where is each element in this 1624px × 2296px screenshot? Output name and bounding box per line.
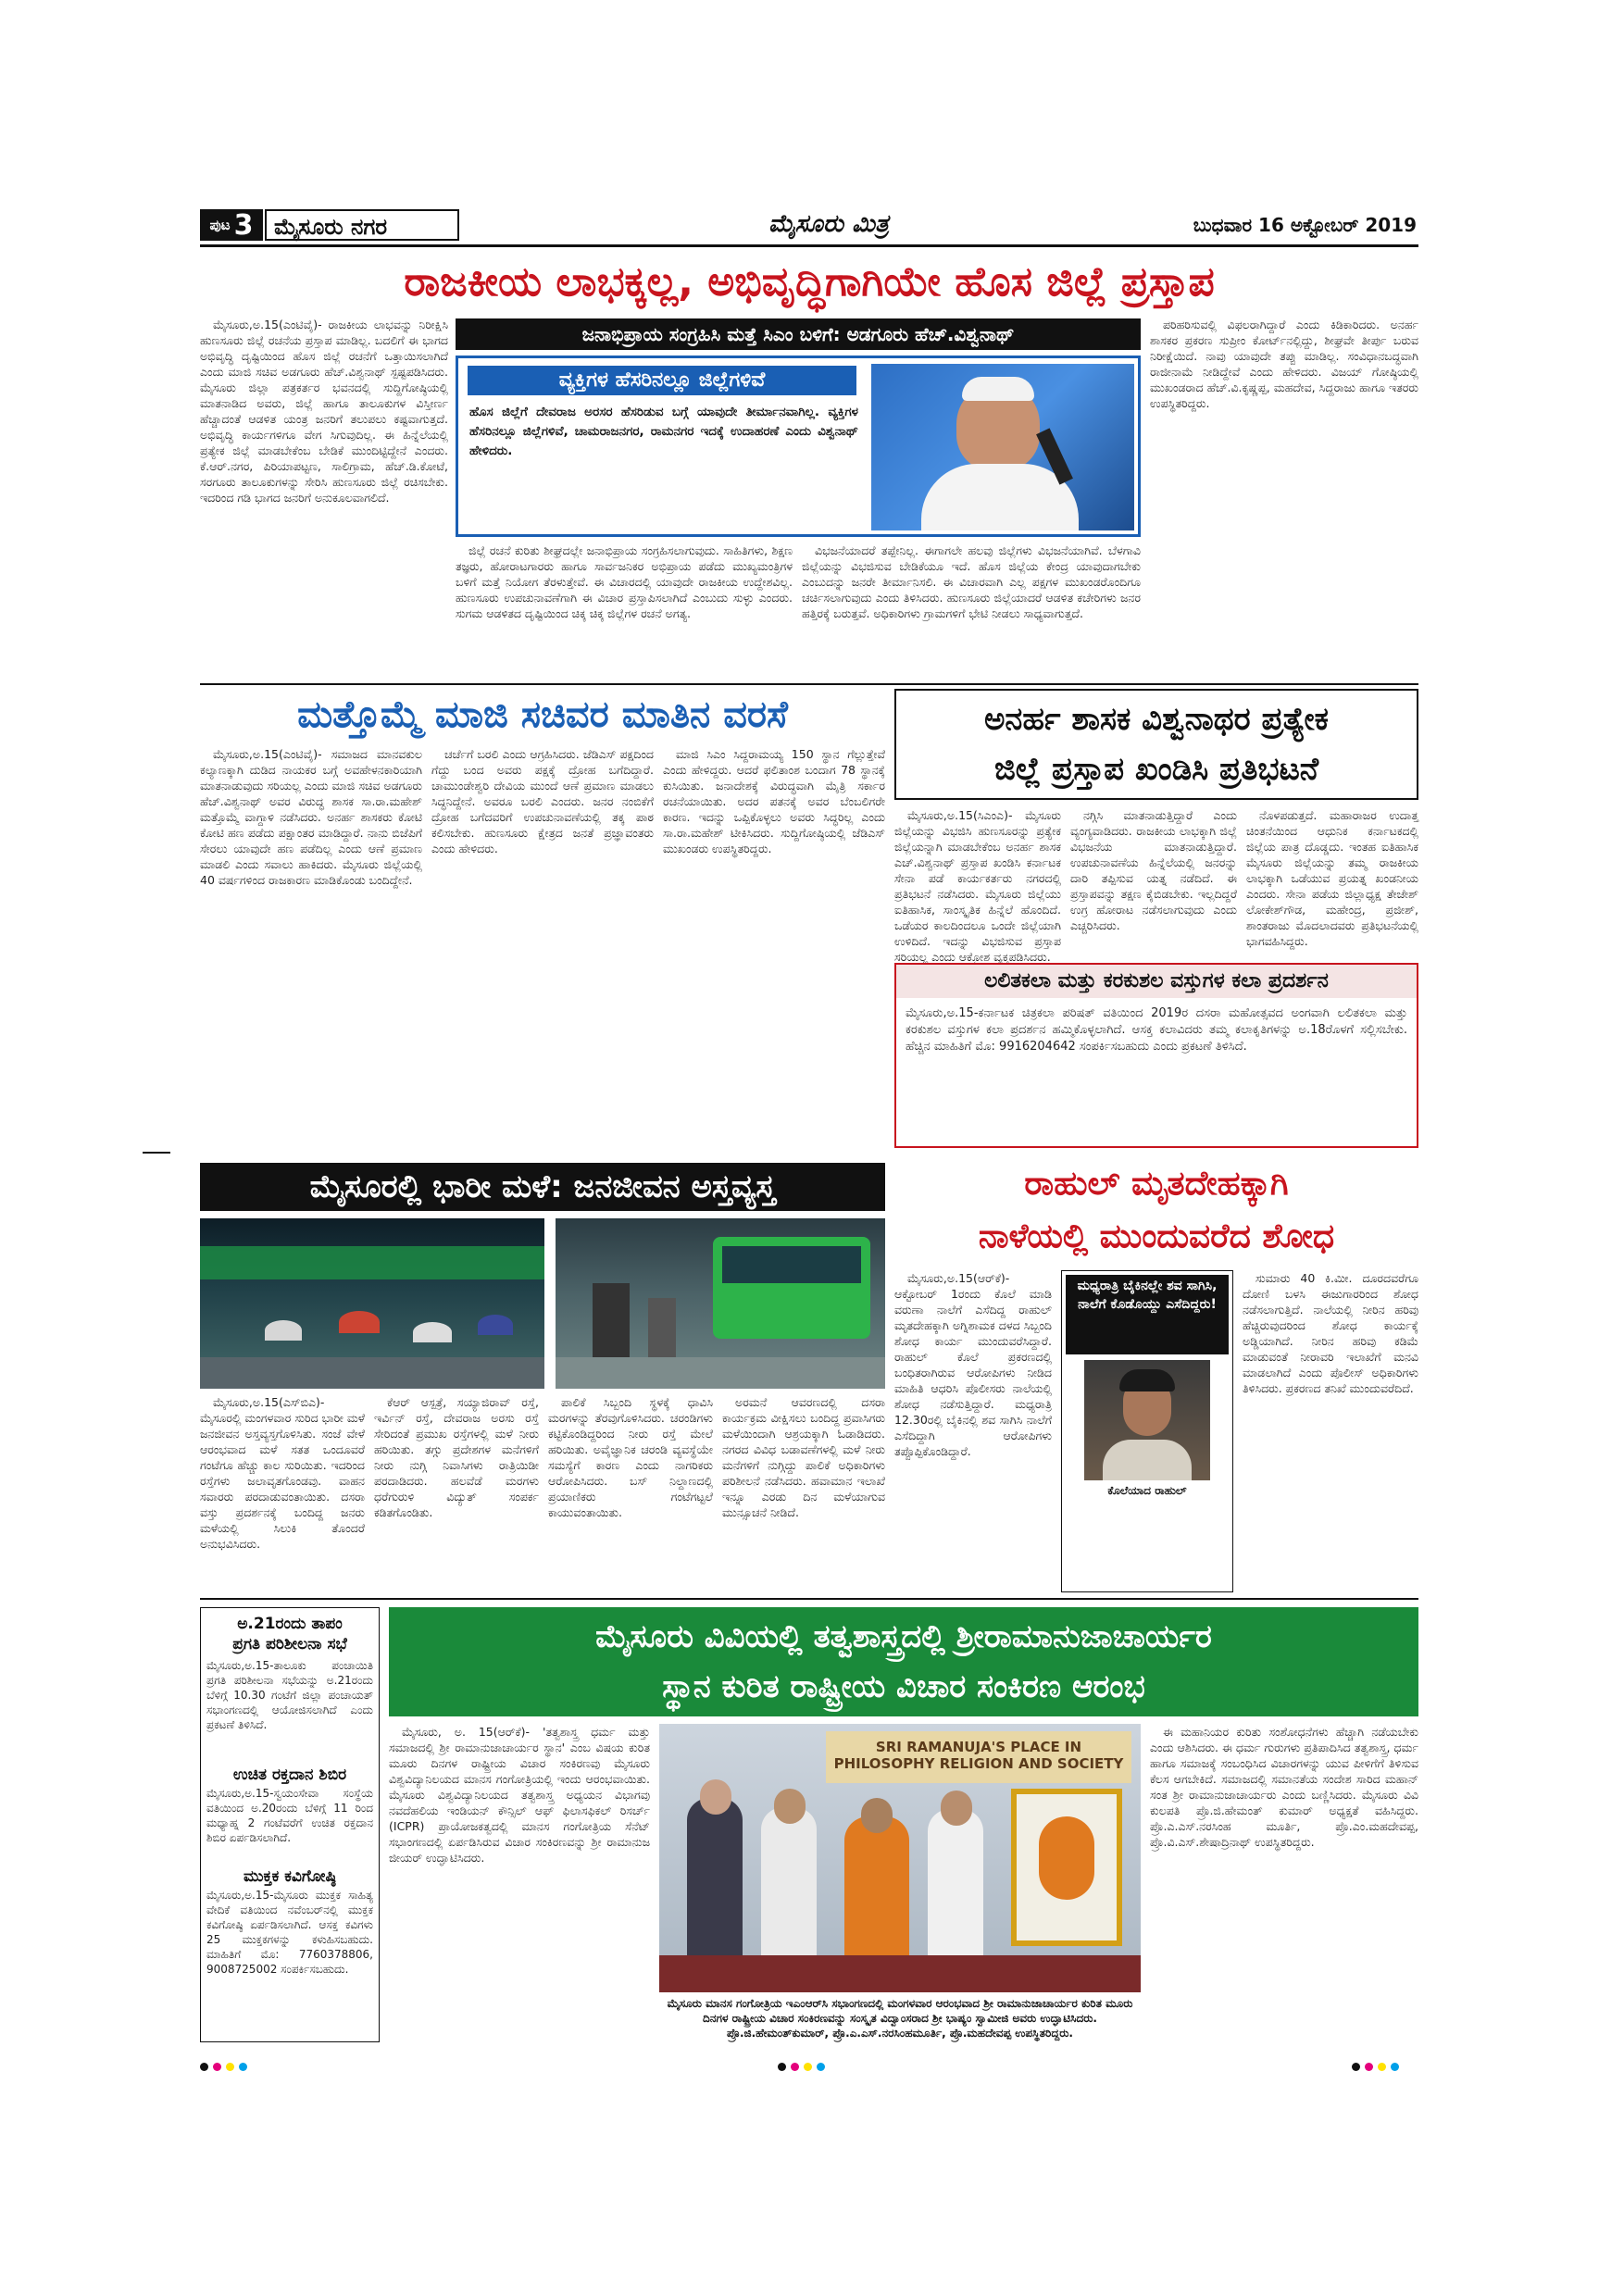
rahul-col1-text: ಮೈಸೂರು,ಅ.15(ಆರ್‌ಕೆ)- ಆಕ್ಟೋಬರ್ 1ರಂದು ಕೊಲೆ ಮಾಡಿ ವರುಣಾ ನಾಲೆಗೆ ಎಸೆದಿದ್ದ ರಾಹುಲ್ ಮೃತದೇಹಕ್ಕಾಗಿ ಅಗ್ನಿಶಾಮಕ ದಳದ ಸಿಬ್ಬಂದಿ ಶೋಧ ಕಾರ್ಯ ಮುಂದುವರೆಸಿದ್ದಾರೆ. ರಾಹುಲ್ ಕೊಲೆ ಪ್ರಕರಣದಲ್ಲಿ ಬಂಧಿತರಾಗಿರುವ ಆರೋಪಿಗಳು ನೀಡಿದ ಮಾಹಿತಿ ಆಧರಿಸಿ ಪೊಲೀಸರು ನಾಲೆಯಲ್ಲಿ ಶೋಧ ನಡೆಸುತ್ತಿದ್ದಾರೆ. ಮಧ್ಯರಾತ್ರಿ 12.30ರಲ್ಲಿ ಬೈಕಿನಲ್ಲಿ ಶವ ಸಾಗಿಸಿ ನಾಲೆಗೆ ಎಸೆದಿದ್ದಾಗಿ ಆರೋಪಿಗಳು ತಪ್ಪೊಪ್ಪಿಕೊಂಡಿದ್ದಾರೆ. (894, 1271, 1052, 1458)
lead-col4-text: ಪರಿಹರಿಸುವಲ್ಲಿ ವಿಫಲರಾಗಿದ್ದಾರೆ ಎಂದು ಕಿಡಿಕಾರಿದರು. ಅನರ್ಹ ಶಾಸಕರ ಪ್ರಕರಣ ಸುಪ್ರೀಂ ಕೋರ್ಟ್‌ನಲ್ಲಿದ್ದು, ಶೀಘ್ರವೇ ತೀರ್ಪು ಬರುವ ನಿರೀಕ್ಷೆಯಿದೆ. ನಾವು ಯಾವುದೇ ತಪ್ಪು ಮಾಡಿಲ್ಲ. ಸಂವಿಧಾನಬದ್ಧವಾಗಿ ರಾಜೀನಾಮೆ ನೀಡಿದ್ದೇವೆ ಎಂದು ಹೇಳಿದರು. ವಿಜಯ್ ಗೋಷ್ಠಿಯಲ್ಲಿ ಮುಖಂಡರಾದ ಹೆಚ್.ವಿ.ಕೃಷ್ಣಪ್ಪ, ಮಹದೇವ, ಸಿದ್ದರಾಜು ಹಾಗೂ ಇತರರು ಉಪಸ್ಥಿತರಿದ್ದರು. (1150, 318, 1418, 410)
registration-dots-left (200, 2057, 274, 2068)
lead-column-1 (200, 317, 448, 678)
sidebar-briefs (200, 1607, 380, 2042)
rain-photo-1 (200, 1218, 544, 1389)
rahul-col2-text: ಸುಮಾರು 40 ಕಿ.ಮೀ. ದೂರದವರೆಗೂ ದೋಣಿ ಬಳಸಿ ಈಜುಗಾರರಿಂದ ಶೋಧ ನಡೆಸಲಾಗುತ್ತಿದೆ. ನಾಲೆಯಲ್ಲಿ ನೀರಿನ ಹರಿವು ಹೆಚ್ಚಿರುವುದರಿಂದ ಶೋಧ ಕಾರ್ಯಕ್ಕೆ ಅಡ್ಡಿಯಾಗಿದೆ. ನೀರಿನ ಹರಿವು ಕಡಿಮೆ ಮಾಡುವಂತೆ ನೀರಾವರಿ ಇಲಾಖೆಗೆ ಮನವಿ ಮಾಡಲಾಗಿದೆ ಎಂದು ಪೊಲೀಸ್ ಅಧಿಕಾರಿಗಳು ತಿಳಿಸಿದರು. ಪ್ರಕರಣದ ತನಿಖೆ ಮುಂದುವರೆದಿದೆ. (1243, 1271, 1418, 1395)
lead-bottom-rule (200, 683, 1418, 685)
story3-headline-line1: ಅನರ್ಹ ಶಾಸಕ ವಿಶ್ವನಾಥರ ಪ್ರತ್ಯೇಕ (984, 701, 1329, 738)
section-name: ಮೈಸೂರು ನಗರ (265, 209, 459, 241)
seminar-col2-text: ಈ ಮಹಾನಿಯರ ಕುರಿತು ಸಂಶೋಧನೆಗಳು ಹೆಚ್ಚಾಗಿ ನಡೆಯಬೇಕು ಎಂದು ಆಶಿಸಿದರು. ಈ ಧರ್ಮ ಗುರುಗಳು ಪ್ರತಿಪಾದಿಸಿದ ತತ್ವಶಾಸ್ತ್ರ, ಧರ್ಮ ಹಾಗೂ ಸಮಾಜಕ್ಕೆ ಸಂಬಂಧಿಸಿದ ವಿಚಾರಗಳನ್ನು ಯುವ ಪೀಳಿಗೆಗೆ ತಿಳಿಸುವ ಕೆಲಸ ಆಗಬೇಕಿದೆ. ಸಮಾಜದಲ್ಲಿ ಸಮಾನತೆಯ ಸಂದೇಶ ಸಾರಿದ ಮಹಾನ್ ಸಂತ ಶ್ರೀ ರಾಮಾನುಜಾಚಾರ್ಯರು ಎಂದು ಬಣ್ಣಿಸಿದರು. ಮೈಸೂರು ವಿವಿ ಕುಲಪತಿ ಪ್ರೊ.ಜಿ.ಹೇಮಂತ್ ಕುಮಾರ್ ಅಧ್ಯಕ್ಷತೆ ವಹಿಸಿದ್ದರು. ಪ್ರೊ.ಎ.ಎಸ್.ನರಸಿಂಹ ಮೂರ್ತಿ, ಪ್ರೊ.ಎಂ.ಮಹದೇವಪ್ಪ, ಪ್ರೊ.ವಿ.ಎಸ್.ಶೇಷಾದ್ರಿನಾಥ್ ಉಪಸ್ಥಿತರಿದ್ದರು. (1150, 1725, 1418, 1849)
story3-headline-box (894, 689, 1418, 800)
rain-column-3 (548, 1394, 713, 1592)
brief1-title-line1: ಅ.21ರಂದು ತಾಪಂ (237, 1615, 343, 1633)
lead-subhead: ಜನಾಭಿಪ್ರಾಯ ಸಂಗ್ರಹಿಸಿ ಮತ್ತೆ ಸಿಎಂ ಬಳಿಗೆ: ಅಡಗೂರು ಹೆಚ್.ವಿಶ್ವನಾಥ್ (456, 318, 1141, 350)
rain-column-4 (722, 1394, 885, 1592)
issue-date: ಬುಧವಾರ 16 ಅಕ್ಟೋಬರ್ 2019 (1193, 214, 1417, 236)
story2-col2-text: ಚರ್ಚೆಗೆ ಬರಲಿ ಎಂದು ಆಗ್ರಹಿಸಿದರು. ಜೆಡಿಎಸ್ ಪಕ್ಷದಿಂದ ಗೆದ್ದು ಬಂದ ಅವರು ಪಕ್ಷಕ್ಕೆ ದ್ರೋಹ ಬಗೆದಿದ್ದಾರೆ. ಚಾಮುಂಡೇಶ್ವರಿ ದೇವಿಯ ಮುಂದೆ ಆಣೆ ಪ್ರಮಾಣ ಮಾಡಲು ಸಿದ್ಧನಿದ್ದೇನೆ. ಅವರೂ ಬರಲಿ ಎಂದರು. ಜನರ ನಂಬಿಕೆಗೆ ದ್ರೋಹ ಬಗೆದವರಿಗೆ ಉಪಚುನಾವಣೆಯಲ್ಲಿ ತಕ್ಕ ಪಾಠ ಕಲಿಸಬೇಕು. ಹುಣಸೂರು ಕ್ಷೇತ್ರದ ಜನತೆ ಪ್ರಜ್ಞಾವಂತರು ಎಂದು ಹೇಳಿದರು. (431, 747, 654, 855)
rahul-column-2 (1243, 1270, 1418, 1592)
seminar-banner: SRI RAMANUJA'S PLACE IN PHILOSOPHY RELIGION AND SOCIETY (826, 1731, 1131, 1783)
rahul-headline-line1: ರಾಹುಲ್ ಮೃತದೇಹಕ್ಕಾಗಿ (1024, 1165, 1289, 1203)
rain-col4-text: ಅರಮನೆ ಆವರಣದಲ್ಲಿ ದಸರಾ ಕಾರ್ಯಕ್ರಮ ವೀಕ್ಷಿಸಲು ಬಂದಿದ್ದ ಪ್ರವಾಸಿಗರು ಮಳೆಯಿಂದಾಗಿ ಆಶ್ರಯಕ್ಕಾಗಿ ಓಡಾಡಿದರು. ನಗರದ ವಿವಿಧ ಬಡಾವಣೆಗಳಲ್ಲಿ ಮಳೆ ನೀರು ಮನೆಗಳಿಗೆ ನುಗ್ಗಿದ್ದು ಪಾಲಿಕೆ ಅಧಿಕಾರಿಗಳು ಪರಿಶೀಲನೆ ನಡೆಸಿದರು. ಹವಾಮಾನ ಇಲಾಖೆ ಇನ್ನೂ ಎರಡು ದಿನ ಮಳೆಯಾಗುವ ಮುನ್ಸೂಚನೆ ನೀಡಿದೆ. (722, 1395, 885, 1519)
seminar-headline-line2: ಸ್ಥಾನ ಕುರಿತ ರಾಷ್ಟ್ರೀಯ ವಿಚಾರ ಸಂಕಿರಣ ಆರಂಭ (662, 1668, 1145, 1705)
lead-box-title: ವ್ಯಕ್ತಿಗಳ ಹೆಸರಿನಲ್ಲೂ ಜಿಲ್ಲೆಗಳಿವೆ (468, 366, 856, 395)
brief1-title-line2: ಪ್ರಗತಿ ಪರಿಶೀಲನಾ ಸಭೆ (232, 1635, 347, 1653)
seminar-photo (659, 1724, 1141, 1992)
seminar-column-2 (1150, 1724, 1418, 2042)
registration-dots-center (778, 2057, 852, 2068)
lead-box-text: ಹೊಸ ಜಿಲ್ಲೆಗೆ ದೇವರಾಜ ಅರಸರ ಹೆಸರಿಡುವ ಬಗ್ಗೆ ಯಾವುದೇ ತೀರ್ಮಾನವಾಗಿಲ್ಲ. ವ್ಯಕ್ತಿಗಳ ಹೆಸರಿನಲ್ಲೂ ಜಿಲ್ಲೆಗಳಿವೆ, ಚಾಮರಾಜನಗರ, ರಾಮನಗರ ಇದಕ್ಕೆ ಉದಾಹರಣೆ ಎಂದು ವಿಶ್ವನಾಥ್ ಹೇಳಿದರು. (469, 405, 858, 458)
mid-bottom-rule (200, 1598, 1418, 1600)
lead-col1-text: ಮೈಸೂರು,ಅ.15(ಎಂಟಿವೈ)- ರಾಜಕೀಯ ಲಾಭವನ್ನು ನಿರೀಕ್ಷಿಸಿ ಹುಣಸೂರು ಜಿಲ್ಲೆ ರಚನೆಯ ಪ್ರಸ್ತಾಪ ಮಾಡಿಲ್ಲ. ಬದಲಿಗೆ ಈ ಭಾಗದ ಅಭಿವೃದ್ಧಿ ದೃಷ್ಟಿಯಿಂದ ಹೊಸ ಜಿಲ್ಲೆ ರಚನೆಗೆ ಒತ್ತಾಯಿಸಲಾಗಿದೆ ಎಂದು ಮಾಜಿ ಸಚಿವ ಅಡಗೂರು ಹೆಚ್.ವಿಶ್ವನಾಥ್ ಸ್ಪಷ್ಟಪಡಿಸಿದರು. ಮೈಸೂರು ಜಿಲ್ಲಾ ಪತ್ರಕರ್ತರ ಭವನದಲ್ಲಿ ಸುದ್ದಿಗೋಷ್ಠಿಯಲ್ಲಿ ಮಾತನಾಡಿದ ಅವರು, ಜಿಲ್ಲೆ ಹಾಗೂ ತಾಲೂಕುಗಳ ವಿಸ್ತೀರ್ಣ ಹೆಚ್ಚಾದಂತೆ ಆಡಳಿತ ಯಂತ್ರ ಜನರಿಗೆ ತಲುಪಲು ಕಷ್ಟವಾಗುತ್ತದೆ. ಅಭಿವೃದ್ಧಿ ಕಾರ್ಯಗಳಿಗೂ ವೇಗ ಸಿಗುವುದಿಲ್ಲ. ಈ ಹಿನ್ನೆಲೆಯಲ್ಲಿ ಪ್ರತ್ಯೇಕ ಜಿಲ್ಲೆ ಮಾಡಬೇಕೆಂಬ ಬೇಡಿಕೆ ಮುಂದಿಟ್ಟಿದ್ದೇನೆ ಎಂದರು. ಕೆ.ಆರ್.ನಗರ, ಪಿರಿಯಾಪಟ್ಟಣ, ಸಾಲಿಗ್ರಾಮ, ಹೆಚ್.ಡಿ.ಕೋಟೆ, ಸರಗೂರು ತಾಲೂಕುಗಳನ್ನು ಸೇರಿಸಿ ಹುಣಸೂರು ಜಿಲ್ಲೆ ರಚಿಸಬೇಕು. ಇದರಿಂದ ಗಡಿ ಭಾಗದ ಜನರಿಗೆ ಅನುಕೂಲವಾಗಲಿದೆ. (200, 318, 448, 505)
brief2-text: ಮೈಸೂರು,ಅ.15-ಸ್ವಯಂಸೇವಾ ಸಂಸ್ಥೆಯ ವತಿಯಿಂದ ಅ.20ರಂದು ಬೆಳಿಗ್ಗೆ 11 ರಿಂದ ಮಧ್ಯಾಹ್ನ 2 ಗಂಟೆವರೆಗೆ ಉಚಿತ ರಕ್ತದಾನ ಶಿಬಿರ ಏರ್ಪಡಿಸಲಾಗಿದೆ. (206, 1787, 373, 1844)
seminar-column-1 (389, 1724, 650, 2042)
story2-headline: ಮತ್ತೊಮ್ಮೆ ಮಾಜಿ ಸಚಿವರ ಮಾತಿನ ವರಸೆ (297, 693, 788, 736)
rain-headline: ಮೈಸೂರಲ್ಲಿ ಭಾರೀ ಮಳೆ: ಜನಜೀವನ ಅಸ್ತವ್ಯಸ್ತ (200, 1163, 885, 1211)
brief1-text: ಮೈಸೂರು,ಅ.15-ತಾಲೂಕು ಪಂಚಾಯಿತಿ ಪ್ರಗತಿ ಪರಿಶೀಲನಾ ಸಭೆಯನ್ನು ಅ.21ರಂದು ಬೆಳಿಗ್ಗೆ 10.30 ಗಂಟೆಗೆ ಜಿಲ್ಲಾ ಪಂಚಾಯತ್ ಸಭಾಂಗಣದಲ್ಲಿ ಆಯೋಜಿಸಲಾಗಿದೆ ಎಂದು ಪ್ರಕಟಣೆ ತಿಳಿಸಿದೆ. (206, 1659, 373, 1731)
lead-column-2 (456, 543, 793, 678)
lead-col2-text: ಜಿಲ್ಲೆ ರಚನೆ ಕುರಿತು ಶೀಘ್ರದಲ್ಲೇ ಜನಾಭಿಪ್ರಾಯ ಸಂಗ್ರಹಿಸಲಾಗುವುದು. ಸಾಹಿತಿಗಳು, ಶಿಕ್ಷಣ ತಜ್ಞರು, ಹೋರಾಟಗಾರರು ಹಾಗೂ ಸಾರ್ವಜನಿಕರ ಅಭಿಪ್ರಾಯ ಪಡೆದು ಮುಖ್ಯಮಂತ್ರಿಗಳ ಬಳಿಗೆ ಮತ್ತೆ ನಿಯೋಗ ತೆರಳುತ್ತೇವೆ. ಈ ವಿಚಾರದಲ್ಲಿ ಯಾವುದೇ ರಾಜಕೀಯ ಉದ್ದೇಶವಿಲ್ಲ. ಹುಣಸೂರು ಉಪಚುನಾವಣೆಗಾಗಿ ಈ ವಿಚಾರ ಪ್ರಸ್ತಾಪಿಸಲಾಗಿದೆ ಎಂಬುದು ಸುಳ್ಳು ಎಂದರು. ಸುಗಮ ಆಡಳಿತದ ದೃಷ್ಟಿಯಿಂದ ಚಿಕ್ಕ ಚಿಕ್ಕ ಜಿಲ್ಲೆಗಳ ರಚನೆ ಅಗತ್ಯ. (456, 543, 793, 620)
rain-col3-text: ಪಾಲಿಕೆ ಸಿಬ್ಬಂದಿ ಸ್ಥಳಕ್ಕೆ ಧಾವಿಸಿ ಮರಗಳನ್ನು ತೆರವುಗೊಳಿಸಿದರು. ಚರಂಡಿಗಳು ಕಟ್ಟಿಕೊಂಡಿದ್ದರಿಂದ ನೀರು ರಸ್ತೆ ಮೇಲೆ ಹರಿಯಿತು. ಅವೈಜ್ಞಾನಿಕ ಚರಂಡಿ ವ್ಯವಸ್ಥೆಯೇ ಸಮಸ್ಯೆಗೆ ಕಾರಣ ಎಂದು ನಾಗರಿಕರು ಆರೋಪಿಸಿದರು. ಬಸ್ ನಿಲ್ದಾಣದಲ್ಲಿ ಪ್ರಯಾಣಿಕರು ಗಂಟೆಗಟ್ಟಲೆ ಕಾಯುವಂತಾಯಿತು. (548, 1395, 713, 1519)
story3-col3-text: ನೊಳಪಡುತ್ತದೆ. ಮಹಾರಾಜರ ಉದಾತ್ತ ಚಿಂತನೆಯಿಂದ ಆಧುನಿಕ ಕರ್ನಾಟಕದಲ್ಲಿ ಜಿಲ್ಲೆಯ ಪಾತ್ರ ದೊಡ್ಡದು. ಇಂತಹ ಐತಿಹಾಸಿಕ ಮೈಸೂರು ಜಿಲ್ಲೆಯನ್ನು ತಮ್ಮ ರಾಜಕೀಯ ಲಾಭಕ್ಕಾಗಿ ಒಡೆಯುವ ಪ್ರಯತ್ನ ಖಂಡನೀಯ ಎಂದರು. ಸೇನಾ ಪಡೆಯ ಜಿಲ್ಲಾಧ್ಯಕ್ಷ ತೇಜೇಶ್ ಲೋಕೇಶ್‌ಗೌಡ, ಮಹೇಂದ್ರ, ಪ್ರಜೀಶ್, ಶಾಂತರಾಜು ಮೊದಲಾದವರು ಪ್ರತಿಭಟನೆಯಲ್ಲಿ ಭಾಗವಹಿಸಿದ್ದರು. (1246, 808, 1418, 948)
story3-column-2 (1070, 807, 1237, 955)
story2-column-2 (431, 746, 654, 1157)
story3-column-3 (1246, 807, 1418, 955)
exhibition-box (894, 963, 1418, 1148)
registration-dots-right (1352, 2057, 1426, 2068)
rahul-photo-caption: ಕೊಲೆಯಾದ ರಾಹುಲ್ (1107, 1484, 1187, 1497)
story3-column-1 (894, 807, 1061, 964)
exhibition-headline: ಲಲಿತಕಲಾ ಮತ್ತು ಕರಕುಶಲ ವಸ್ತುಗಳ ಕಲಾ ಪ್ರದರ್ಶನ (896, 965, 1417, 998)
rahul-photo (1084, 1360, 1210, 1480)
lead-headline: ರಾಜಕೀಯ ಲಾಭಕ್ಕಲ್ಲ, ಅಭಿವೃದ್ಧಿಗಾಗಿಯೇ ಹೊಸ ಜಿಲ್ಲೆ ಪ್ರಸ್ತಾಪ (404, 258, 1215, 306)
seminar-photo-caption: ಮೈಸೂರು ಮಾನಸ ಗಂಗೋತ್ರಿಯ ಇಎಂಆರ್‌ಸಿ ಸಭಾಂಗಣದಲ್ಲಿ ಮಂಗಳವಾರ ಆರಂಭವಾದ ಶ್ರೀ ರಾಮಾನುಜಾಚಾರ್ಯರ ಕುರಿತ ಮೂರು ದಿನಗಳ ರಾಷ್ಟ್ರೀಯ ವಿಚಾರ ಸಂಕಿರಣವನ್ನು ಸಂಸ್ಕೃತ ವಿದ್ವಾಂಸರಾದ ಶ್ರೀ ಭಾಷ್ಯಂ ಸ್ವಾಮೀಜಿ ಅವರು ಉದ್ಘಾಟಿಸಿದರು. ಪ್ರೊ.ಜಿ.ಹೇಮಂತ್‌ಕುಮಾರ್, ಪ್ರೊ.ಎ.ಎಸ್.ನರಸಿಂಹಮೂರ್ತಿ, ಪ್ರೊ.ಮಹದೇವಪ್ಪ ಉಪಸ್ಥಿತರಿದ್ದರು. (667, 1997, 1133, 2040)
brief2-title: ಉಚಿತ ರಕ್ತದಾನ ಶಿಬಿರ (232, 1766, 347, 1784)
side-crop-mark (143, 1152, 170, 1154)
exhibition-text: ಮೈಸೂರು,ಅ.15-ಕರ್ನಾಟಕ ಚಿತ್ರಕಲಾ ಪರಿಷತ್ ವತಿಯಿಂದ 2019ರ ದಸರಾ ಮಹೋತ್ಸವದ ಅಂಗವಾಗಿ ಲಲಿತಕಲಾ ಮತ್ತು ಕರಕುಶಲ ವಸ್ತುಗಳ ಕಲಾ ಪ್ರದರ್ಶನ ಹಮ್ಮಿಕೊಳ್ಳಲಾಗಿದೆ. ಆಸಕ್ತ ಕಲಾವಿದರು ತಮ್ಮ ಕಲಾಕೃತಿಗಳನ್ನು ಅ.18ರೊಳಗೆ ಸಲ್ಲಿಸಬೇಕು. ಹೆಚ್ಚಿನ ಮಾಹಿತಿಗೆ ಮೊ: 9916204642 ಸಂಪರ್ಕಿಸಬಹುದು ಎಂದು ಪ್ರಕಟಣೆ ತಿಳಿಸಿದೆ. (906, 1006, 1407, 1054)
brief3-title: ಮುಕ್ತಕ ಕವಿಗೋಷ್ಠಿ (243, 1867, 337, 1886)
page-label: ಪುಟ (209, 217, 231, 233)
rain-photo-2 (556, 1218, 885, 1389)
story2-col3-text: ಮಾಜಿ ಸಿಎಂ ಸಿದ್ದರಾಮಯ್ಯ 150 ಸ್ಥಾನ ಗೆಲ್ಲುತ್ತೇವೆ ಎಂದು ಹೇಳಿದ್ದರು. ಆದರೆ ಫಲಿತಾಂಶ ಬಂದಾಗ 78 ಸ್ಥಾನಕ್ಕೆ ಕುಸಿಯಿತು. ಜನಾದೇಶಕ್ಕೆ ವಿರುದ್ಧವಾಗಿ ಮೈತ್ರಿ ಸರ್ಕಾರ ರಚನೆಯಾಯಿತು. ಅದರ ಪತನಕ್ಕೆ ಅವರ ಬೆಂಬಲಿಗರೇ ಕಾರಣ. ಇದನ್ನು ಒಪ್ಪಿಕೊಳ್ಳಲು ಅವರು ಸಿದ್ಧರಿಲ್ಲ ಎಂದು ಸಾ.ರಾ.ಮಹೇಶ್ ಟೀಕಿಸಿದರು. ಸುದ್ದಿಗೋಷ್ಠಿಯಲ್ಲಿ ಜೆಡಿಎಸ್ ಮುಖಂಡರು ಉಪಸ್ಥಿತರಿದ್ದರು. (663, 747, 885, 855)
rahul-headline-box (894, 1159, 1418, 1263)
story3-headline-line2: ಜಿಲ್ಲೆ ಪ್ರಸ್ತಾಪ ಖಂಡಿಸಿ ಪ್ರತಿಭಟನೆ (993, 751, 1319, 788)
rahul-inset-box (1061, 1270, 1233, 1592)
rain-column-2 (374, 1394, 539, 1592)
brief3-text: ಮೈಸೂರು,ಅ.15-ಮೈಸೂರು ಮುಕ್ತಕ ಸಾಹಿತ್ಯ ವೇದಿಕೆ ವತಿಯಿಂದ ನವೆಂಬರ್‌ನಲ್ಲಿ ಮುಕ್ತಕ ಕವಿಗೋಷ್ಠಿ ಏರ್ಪಡಿಸಲಾಗಿದೆ. ಆಸಕ್ತ ಕವಿಗಳು 25 ಮುಕ್ತಕಗಳನ್ನು ಕಳುಹಿಸಬಹುದು. ಮಾಹಿತಿಗೆ ಮೊ: 7760378806, 9008725002 ಸಂಪರ್ಕಿಸಬಹುದು. (206, 1889, 373, 1976)
rain-col2-text: ಕೆಆರ್ ಆಸ್ಪತ್ರೆ, ಸಯ್ಯಾಜಿರಾವ್ ರಸ್ತೆ, ಇರ್ವಿನ್ ರಸ್ತೆ, ದೇವರಾಜ ಅರಸು ರಸ್ತೆ ಸೇರಿದಂತೆ ಪ್ರಮುಖ ರಸ್ತೆಗಳಲ್ಲಿ ಮಳೆ ನೀರು ಹರಿಯಿತು. ತಗ್ಗು ಪ್ರದೇಶಗಳ ಮನೆಗಳಿಗೆ ನೀರು ನುಗ್ಗಿ ನಿವಾಸಿಗಳು ರಾತ್ರಿಯಿಡೀ ಪರದಾಡಿದರು. ಹಲವೆಡೆ ಮರಗಳು ಧರೆಗುರುಳಿ ವಿದ್ಯುತ್ ಸಂಪರ್ಕ ಕಡಿತಗೊಂಡಿತು. (374, 1395, 539, 1519)
story2-column-1 (200, 746, 422, 1157)
rahul-box-title: ಮಧ್ಯರಾತ್ರಿ ಬೈಕಿನಲ್ಲೇ ಶವ ಸಾಗಿಸಿ, ನಾಲೆಗೆ ಕೊಡೊಯ್ದು ಎಸೆದಿದ್ದರು! (1066, 1275, 1229, 1354)
story2-column-3 (663, 746, 885, 1157)
story3-col2-text: ನಗ್ಗಿಸಿ ಮಾತನಾಡುತ್ತಿದ್ದಾರೆ ಎಂದು ವ್ಯಂಗ್ಯವಾಡಿದರು. ರಾಜಕೀಯ ಲಾಭಕ್ಕಾಗಿ ಜಿಲ್ಲೆ ವಿಭಜನೆಯ ಮಾತನಾಡುತ್ತಿದ್ದಾರೆ. ಉಪಚುನಾವಣೆಯ ಹಿನ್ನೆಲೆಯಲ್ಲಿ ಜನರನ್ನು ದಾರಿ ತಪ್ಪಿಸುವ ಯತ್ನ ನಡೆದಿದೆ. ಈ ಪ್ರಸ್ತಾಪವನ್ನು ತಕ್ಷಣ ಕೈಬಿಡಬೇಕು. ಇಲ್ಲದಿದ್ದರೆ ಉಗ್ರ ಹೋರಾಟ ನಡೆಸಲಾಗುವುದು ಎಂದು ಎಚ್ಚರಿಸಿದರು. (1070, 808, 1237, 932)
page-number-badge (200, 209, 263, 241)
seminar-col1-text: ಮೈಸೂರು, ಅ. 15(ಆರ್‌ಕೆ)- 'ತತ್ವಶಾಸ್ತ್ರ ಧರ್ಮ ಮತ್ತು ಸಮಾಜದಲ್ಲಿ ಶ್ರೀ ರಾಮಾನುಜಾಚಾರ್ಯರ ಸ್ಥಾನ' ಎಂಬ ವಿಷಯ ಕುರಿತ ಮೂರು ದಿನಗಳ ರಾಷ್ಟ್ರೀಯ ವಿಚಾರ ಸಂಕಿರಣವು ಮೈಸೂರು ವಿಶ್ವವಿದ್ಯಾನಿಲಯದ ಮಾನಸ ಗಂಗೋತ್ರಿಯಲ್ಲಿ ಇಂದು ಆರಂಭವಾಯಿತು. ಮೈಸೂರು ವಿಶ್ವವಿದ್ಯಾನಿಲಯದ ತತ್ವಶಾಸ್ತ್ರ ಅಧ್ಯಯನ ವಿಭಾಗವು ನವದೆಹಲಿಯ ಇಂಡಿಯನ್ ಕೌನ್ಸಿಲ್ ಆಫ್ ಫಿಲಾಸಫಿಕಲ್ ರಿಸರ್ಚ್ (ICPR) ಪ್ರಾಯೋಜಕತ್ವದಲ್ಲಿ ಮಾನಸ ಗಂಗೋತ್ರಿಯ ಸೆನೆಟ್ ಸಭಾಂಗಣದಲ್ಲಿ ಏರ್ಪಡಿಸಿರುವ ವಿಚಾರ ಸಂಕಿರಣವನ್ನು ಶ್ರೀ ರಾಮಾನುಜ ಜೀಯರ್ ಉದ್ಘಾಟಿಸಿದರು. (389, 1725, 650, 1865)
rain-col1-text: ಮೈಸೂರು,ಅ.15(ಎಸ್‌ಬಿಎ)- ಮೈಸೂರಲ್ಲಿ ಮಂಗಳವಾರ ಸುರಿದ ಭಾರೀ ಮಳೆ ಜನಜೀವನ ಅಸ್ತವ್ಯಸ್ತಗೊಳಿಸಿತು. ಸಂಜೆ ವೇಳೆ ಆರಂಭವಾದ ಮಳೆ ಸತತ ಒಂದೂವರೆ ಗಂಟೆಗೂ ಹೆಚ್ಚು ಕಾಲ ಸುರಿಯಿತು. ಇದರಿಂದ ರಸ್ತೆಗಳು ಜಲಾವೃತಗೊಂಡವು. ವಾಹನ ಸವಾರರು ಪರದಾಡುವಂತಾಯಿತು. ದಸರಾ ವಸ್ತು ಪ್ರದರ್ಶನಕ್ಕೆ ಬಂದಿದ್ದ ಜನರು ಮಳೆಯಲ್ಲಿ ಸಿಲುಕಿ ತೊಂದರೆ ಅನುಭವಿಸಿದರು. (200, 1395, 365, 1551)
rain-column-1 (200, 1394, 365, 1592)
lead-col3-text: ವಿಭಜನೆಯಾದರೆ ತಪ್ಪೇನಿಲ್ಲ. ಈಗಾಗಲೇ ಹಲವು ಜಿಲ್ಲೆಗಳು ವಿಭಜನೆಯಾಗಿವೆ. ಬೆಳಗಾವಿ ಜಿಲ್ಲೆಯನ್ನು ವಿಭಜಿಸುವ ಬೇಡಿಕೆಯೂ ಇದೆ. ಹೊಸ ಜಿಲ್ಲೆಯ ಕೇಂದ್ರ ಯಾವುದಾಗಬೇಕು ಎಂಬುದನ್ನು ಜನರೇ ತೀರ್ಮಾನಿಸಲಿ. ಈ ವಿಚಾರವಾಗಿ ಎಲ್ಲ ಪಕ್ಷಗಳ ಮುಖಂಡರೊಂದಿಗೂ ಚರ್ಚಿಸಲಾಗುವುದು ಎಂದು ತಿಳಿಸಿದರು. ಹುಣಸೂರು ಜಿಲ್ಲೆಯಾದರೆ ಆಡಳಿತ ಕಚೇರಿಗಳು ಜನರ ಹತ್ತಿರಕ್ಕೆ ಬರುತ್ತವೆ. ಅಧಿಕಾರಿಗಳು ಗ್ರಾಮಗಳಿಗೆ ಭೇಟಿ ನೀಡಲು ಸಾಧ್ಯವಾಗುತ್ತದೆ. (802, 543, 1141, 620)
rahul-column-1 (894, 1270, 1052, 1592)
lead-column-4 (1150, 317, 1418, 678)
vishwanath-photo (871, 364, 1134, 530)
rahul-headline-line2: ನಾಳೆಯಲ್ಲಿ ಮುಂದುವರೆದ ಶೋಧ (978, 1217, 1335, 1255)
lead-column-3 (802, 543, 1141, 678)
seminar-headline-box (389, 1607, 1418, 1716)
seminar-headline-line1: ಮೈಸೂರು ವಿವಿಯಲ್ಲಿ ತತ್ವಶಾಸ್ತ್ರದಲ್ಲಿ ಶ್ರೀರಾಮಾನುಜಾಚಾರ್ಯರ (595, 1618, 1212, 1655)
header-rule (200, 244, 1418, 247)
lead-quote-box (456, 356, 1141, 537)
masthead-logo: ಮೈಸೂರು ಮಿತ್ರ (768, 210, 889, 238)
story2-col1-text: ಮೈಸೂರು,ಅ.15(ಎಂಟಿವೈ)- ಸಮಾಜದ ಮಾನವಕುಲ ಕಲ್ಯಾಣಕ್ಕಾಗಿ ದುಡಿದ ನಾಯಕರ ಬಗ್ಗೆ ಅವಹೇಳನಕಾರಿಯಾಗಿ ಮಾತನಾಡುವುದು ಸರಿಯಲ್ಲ ಎಂದು ಮಾಜಿ ಸಚಿವ ಅಡಗೂರು ಹೆಚ್.ವಿಶ್ವನಾಥ್ ಅವರ ವಿರುದ್ಧ ಶಾಸಕ ಸಾ.ರಾ.ಮಹೇಶ್ ಮತ್ತೊಮ್ಮೆ ವಾಗ್ದಾಳಿ ನಡೆಸಿದರು. ಅನರ್ಹ ಶಾಸಕರು ಕೋಟಿ ಕೋಟಿ ಹಣ ಪಡೆದು ಪಕ್ಷಾಂತರ ಮಾಡಿದ್ದಾರೆ. ನಾನು ಬಿಜೆಪಿಗೆ ಸೇರಲು ಯಾವುದೇ ಹಣ ಪಡೆದಿಲ್ಲ ಎಂದು ಆಣೆ ಪ್ರಮಾಣ ಮಾಡಲಿ ಎಂದು ಸವಾಲು ಹಾಕಿದರು. ಮೈಸೂರು ಜಿಲ್ಲೆಯಲ್ಲಿ 40 ವರ್ಷಗಳಿಂದ ರಾಜಕಾರಣ ಮಾಡಿಕೊಂಡು ಬಂದಿದ್ದೇನೆ. (200, 747, 422, 887)
page-number: 3 (233, 208, 254, 242)
story3-col1-text: ಮೈಸೂರು,ಅ.15(ಸಿಎಂಎ)- ಮೈಸೂರು ಜಿಲ್ಲೆಯನ್ನು ವಿಭಜಿಸಿ ಹುಣಸೂರನ್ನು ಪ್ರತ್ಯೇಕ ಜಿಲ್ಲೆಯನ್ನಾಗಿ ಮಾಡಬೇಕೆಂಬ ಅನರ್ಹ ಶಾಸಕ ಎಚ್.ವಿಶ್ವನಾಥ್ ಪ್ರಸ್ತಾಪ ಖಂಡಿಸಿ ಕರ್ನಾಟಕ ಸೇನಾ ಪಡೆ ಕಾರ್ಯಕರ್ತರು ನಗರದಲ್ಲಿ ಪ್ರತಿಭಟನೆ ನಡೆಸಿದರು. ಮೈಸೂರು ಜಿಲ್ಲೆಯು ಐತಿಹಾಸಿಕ, ಸಾಂಸ್ಕೃತಿಕ ಹಿನ್ನೆಲೆ ಹೊಂದಿದೆ. ಒಡೆಯರ ಕಾಲದಿಂದಲೂ ಒಂದೇ ಜಿಲ್ಲೆಯಾಗಿ ಉಳಿದಿದೆ. ಇದನ್ನು ವಿಭಜಿಸುವ ಪ್ರಸ್ತಾಪ ಸರಿಯಲ್ಲ ಎಂದು ಆಕ್ರೋಶ ವ್ಯಕ್ತಪಡಿಸಿದರು. (894, 808, 1061, 964)
